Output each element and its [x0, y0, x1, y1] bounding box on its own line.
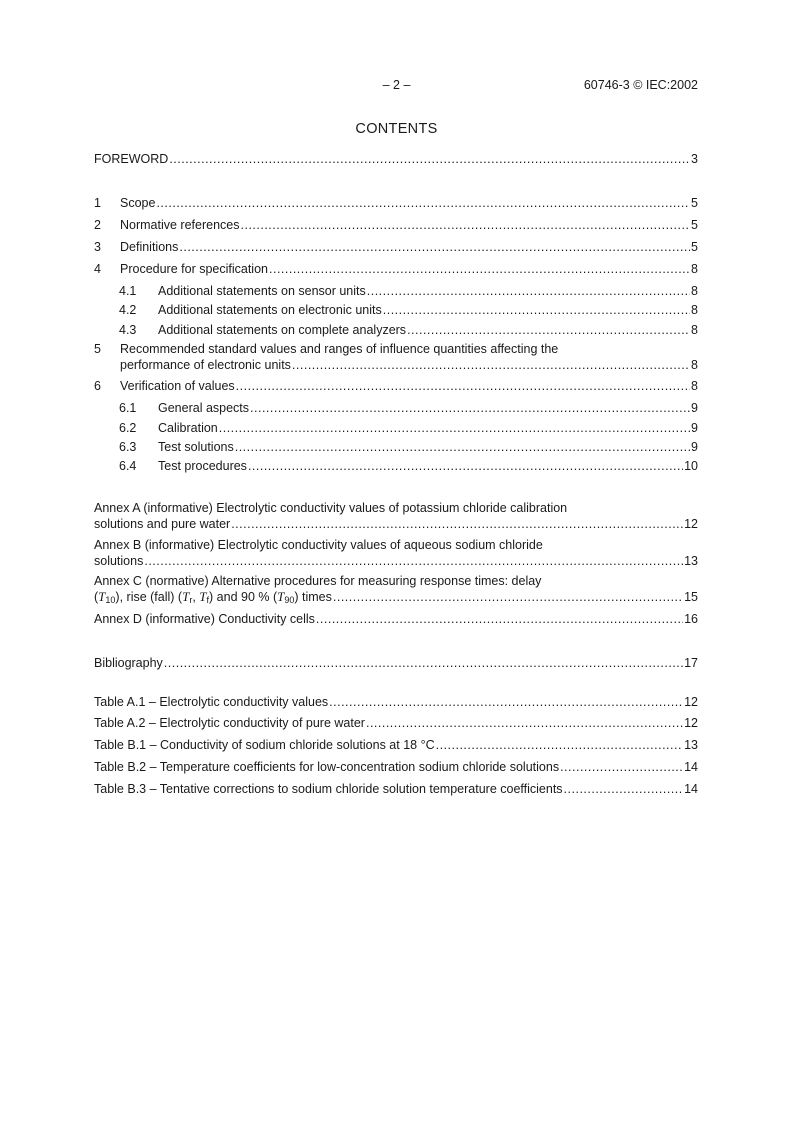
toc-entry-title: Table B.3 – Tentative corrections to sodium chloride solution temperature coefficients [94, 782, 563, 796]
toc-page-number: 5 [691, 218, 698, 232]
toc-entry-title-line2: performance of electronic units [120, 358, 291, 372]
leader-dots [235, 439, 690, 455]
text-fragment: ) times [294, 590, 332, 604]
leader-dots [564, 781, 684, 797]
leader-dots [292, 357, 690, 373]
toc-entry-title: Table B.1 – Conductivity of sodium chloride solutions at 18 °C [94, 738, 435, 752]
symbol-T: T [98, 589, 106, 604]
clause-number: 4 [94, 262, 101, 276]
toc-entry-title: Table A.2 – Electrolytic conductivity of pure water [94, 716, 365, 730]
toc-entry-title: Test solutions [158, 440, 234, 454]
clause-number: 6.2 [119, 421, 137, 435]
toc-page-number: 12 [684, 716, 698, 730]
toc-page-number: 3 [691, 152, 698, 166]
toc-entry-title-line1: Recommended standard values and ranges of influence quantities affecting the [120, 342, 559, 356]
toc-entry-title: FOREWORD [94, 152, 169, 166]
leader-dots [219, 420, 690, 436]
leader-dots [333, 589, 683, 605]
toc-page-number: 12 [684, 517, 698, 531]
toc-entry-title: Table A.1 – Electrolytic conductivity values [94, 695, 329, 709]
leader-dots [560, 759, 683, 775]
leader-dots [436, 737, 683, 753]
document-reference: 60746-3 © IEC:2002 [583, 78, 698, 92]
toc-entry-title: Normative references [120, 218, 240, 232]
clause-number: 4.1 [119, 284, 137, 298]
clause-number: 1 [94, 196, 101, 210]
toc-page-number: 8 [691, 323, 698, 337]
toc-page-number: 8 [691, 284, 698, 298]
leader-dots [329, 694, 683, 710]
toc-page-number: 13 [684, 554, 698, 568]
clause-number: 6 [94, 379, 101, 393]
leader-dots [164, 655, 683, 671]
page-number: – 2 – [382, 78, 411, 92]
toc-page-number: 5 [691, 196, 698, 210]
leader-dots [236, 378, 690, 394]
clause-number: 6.1 [119, 401, 137, 415]
leader-dots [248, 458, 683, 474]
leader-dots [269, 261, 690, 277]
toc-entry-title: Definitions [120, 240, 179, 254]
toc-page-number: 15 [684, 590, 698, 604]
toc-entry-title-line2: solutions [94, 554, 144, 568]
contents-title: CONTENTS [355, 121, 438, 137]
leader-dots [367, 283, 690, 299]
leader-dots [179, 239, 690, 255]
subscript: r [189, 595, 193, 605]
clause-number: 2 [94, 218, 101, 232]
toc-entry-annex[interactable] [94, 500, 698, 532]
toc-entry-title: Bibliography [94, 656, 163, 670]
symbol-T: T [182, 589, 190, 604]
toc-entry-clause[interactable] [94, 341, 698, 373]
toc-page-number: 14 [684, 782, 698, 796]
toc-entry-title-line1: Annex B (informative) Electrolytic conductivity values of aqueous sodium chloride [94, 538, 543, 552]
toc-entry-title-line1: Annex A (informative) Electrolytic conductivity values of potassium chloride calibration [94, 501, 568, 515]
leader-dots [366, 715, 683, 731]
leader-dots [241, 217, 691, 233]
symbol-T: T [199, 589, 207, 604]
toc-entry-title: Verification of values [120, 379, 235, 393]
leader-dots [407, 322, 690, 338]
subscript: 90 [284, 595, 295, 605]
toc-page-number: 8 [691, 358, 698, 372]
toc-page-number: 8 [691, 379, 698, 393]
toc-entry-title: Additional statements on complete analyzers [158, 323, 407, 337]
clause-number: 4.3 [119, 323, 137, 337]
leader-dots [316, 611, 683, 627]
leader-dots [156, 195, 690, 211]
toc-page-number: 12 [684, 695, 698, 709]
toc-entry-title: Additional statements on electronic units [158, 303, 382, 317]
toc-entry-title-line2 [94, 589, 332, 608]
toc-entry-title-line1: Annex C (normative) Alternative procedures for measuring response times: delay [94, 574, 542, 588]
subscript: f [206, 595, 210, 605]
text-fragment: , [192, 590, 200, 604]
leader-dots [231, 516, 683, 532]
toc-page-number: 8 [691, 262, 698, 276]
text-fragment: ), rise (fall) ( [115, 590, 183, 604]
toc-page-number: 9 [691, 421, 698, 435]
toc-entry-annex[interactable] [94, 573, 698, 605]
toc-entry-title: Test procedures [158, 459, 247, 473]
leader-dots [250, 400, 690, 416]
toc-page-number: 10 [684, 459, 698, 473]
clause-number: 6.3 [119, 440, 137, 454]
clause-number: 6.4 [119, 459, 137, 473]
toc-entry-title: Calibration [158, 421, 218, 435]
page-header [0, 78, 793, 94]
toc-page-number: 9 [691, 401, 698, 415]
text-fragment: ( [94, 590, 99, 604]
leader-dots [169, 151, 690, 167]
subscript: 10 [105, 595, 116, 605]
toc-page-number: 17 [684, 656, 698, 670]
toc-entry-annex[interactable] [94, 537, 698, 569]
toc-page-number: 16 [684, 612, 698, 626]
toc-entry-title: Scope [120, 196, 156, 210]
toc-entry-title-line2: solutions and pure water [94, 517, 231, 531]
toc-page-number: 9 [691, 440, 698, 454]
clause-number: 5 [94, 342, 101, 356]
toc-entry-title: Additional statements on sensor units [158, 284, 366, 298]
toc-entry-title: Annex D (informative) Conductivity cells [94, 612, 315, 626]
toc-page-number: 5 [691, 240, 698, 254]
symbol-T: T [277, 589, 285, 604]
toc-entry-title: General aspects [158, 401, 250, 415]
clause-number: 4.2 [119, 303, 137, 317]
text-fragment: ) and 90 % ( [209, 590, 278, 604]
clause-number: 3 [94, 240, 101, 254]
toc-entry-title: Table B.2 – Temperature coefficients for low-concentration sodium chloride solutions [94, 760, 560, 774]
leader-dots [144, 553, 683, 569]
toc-entry-title: Procedure for specification [120, 262, 268, 276]
toc-page-number: 13 [684, 738, 698, 752]
leader-dots [383, 302, 690, 318]
toc-page-number: 8 [691, 303, 698, 317]
toc-page-number: 14 [684, 760, 698, 774]
